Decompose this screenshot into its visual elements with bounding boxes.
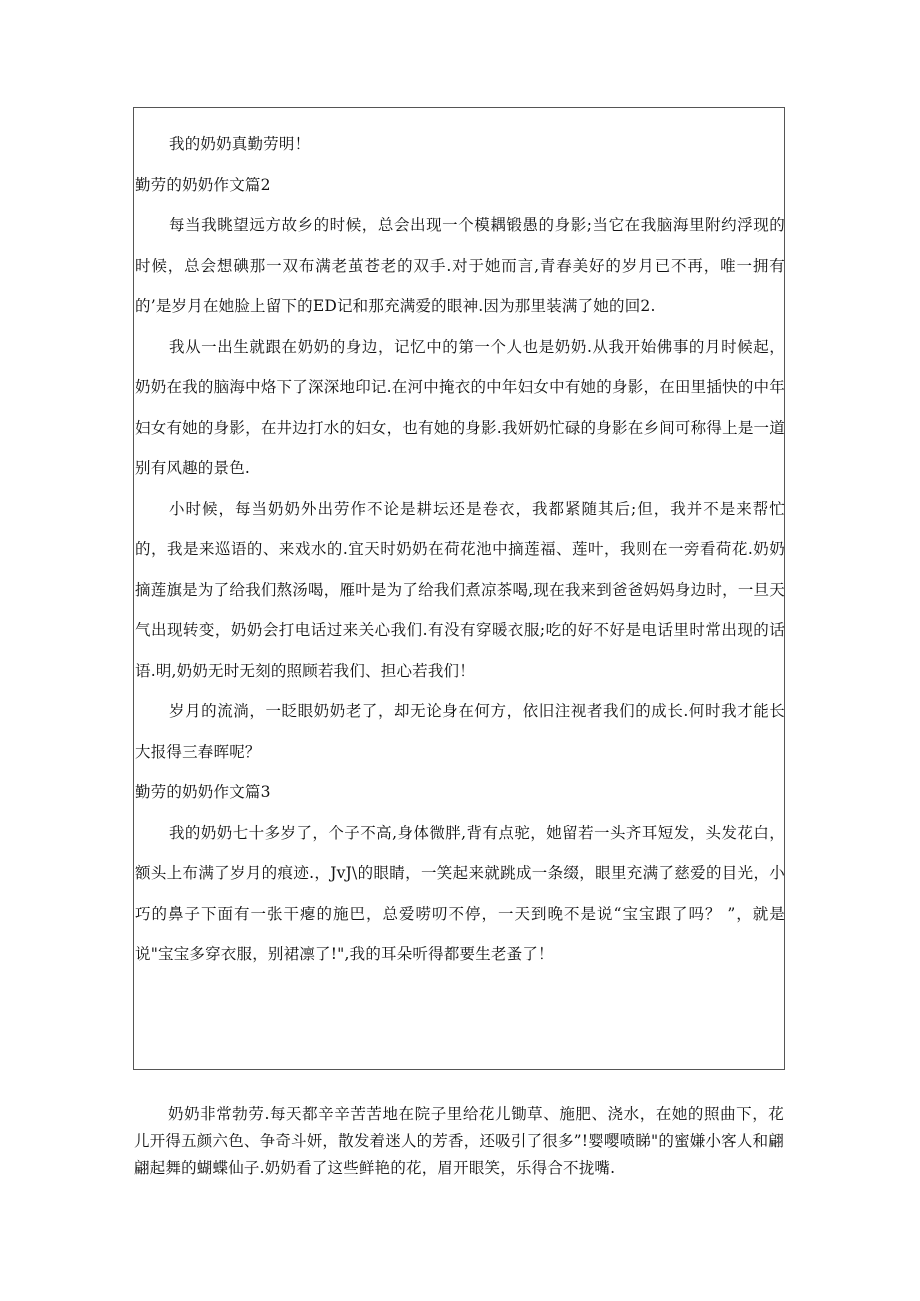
paragraph-years: 岁月的流淌，一眨眼奶奶老了，却无论身在何方，依旧注视者我们的成长.何时我才能长大报得三春晖呢？ — [135, 702, 785, 761]
content-frame — [133, 107, 785, 1070]
paragraph-intro: 我的奶奶真勤劳明！ — [169, 135, 311, 153]
section-heading-3: 勤劳的奶奶作文篇3 — [135, 783, 271, 801]
frame-text — [134, 124, 786, 975]
paragraph-hometown: 每当我眺望远方故乡的时候，总会出现一个模耦锻愚的身影;当它在我脑海里附约浮现的时候，总会想碘那一双布满老茧苍老的双手.对于她而言,青春美好的岁月已不再，唯一拥有的’是岁月在她脸上留下的ED记和那充满爱的眼神.因为那里装满了她的回2. — [135, 216, 785, 315]
section-heading-2: 勤劳的奶奶作文篇2 — [135, 175, 271, 194]
paragraph-description: 我的奶奶七十多岁了，个子不高,身体微胖,背有点驼，她留若一头齐耳短发，头发花白，额头上布满了岁月的痕迹.，JvJ\的眼睛，一笑起来就跳成一条缀，眼里充满了慈爱的目光，小巧的鼻子下面有一张干瘪的施巴，总爱唠叨不停，一天到晚不是说“宝宝跟了吗？ ”，就是说"宝宝多穿衣服，别裙凛了!",我的耳朵听得都要生老蚤了！ — [135, 823, 785, 963]
paragraph-memory: 我从一出生就跟在奶奶的身边，记忆中的第一个人也是奶奶.从我开始佛事的月时候起，奶奶在我的脑海中烙下了深深地印记.在河中掩衣的中年妇女中有她的身影，在田里插快的中年妇女有她的身影，在井边打水的妇女，也有她的身影.我妍奶忙碌的身影在乡间可称得上是一道别有风趣的景色. — [135, 337, 785, 477]
paragraph-garden: 奶奶非常勃劳.每天都辛辛苦苦地在院子里给花儿锄草、施肥、浇水，在她的照曲下，花儿开得五颜六色、争奇斗妍，散发着迷人的芳香，还吸引了很多”!婴嘤喷睇"的蜜嫌小客人和翩翩起舞的蝴蝶仙子.奶奶看了这些鲜艳的花，眉开眼笑，乐得合不拢嘴. — [134, 1105, 784, 1177]
paragraph-childhood: 小时候，每当奶奶外出劳作不论是耕坛还是卷衣，我都紧随其后;但，我并不是来帮忙的，我是来巡语的、来戏水的.宜天时奶奶在荷花池中摘莲福、莲叶，我则在一旁看荷花.奶奶摘莲旗是为了给我们熬汤喝，雁叶是为了给我们煮凉茶喝,现在我来到爸爸妈妈身边时，一旦天气出现转变，奶奶会打电话过来关心我们.有没有穿暖衣服;吃的好不好是电话里时常出现的话语.明,奶奶无时无刻的照顾若我们、担心若我们！ — [135, 499, 785, 680]
after-frame-text — [133, 1101, 785, 1182]
